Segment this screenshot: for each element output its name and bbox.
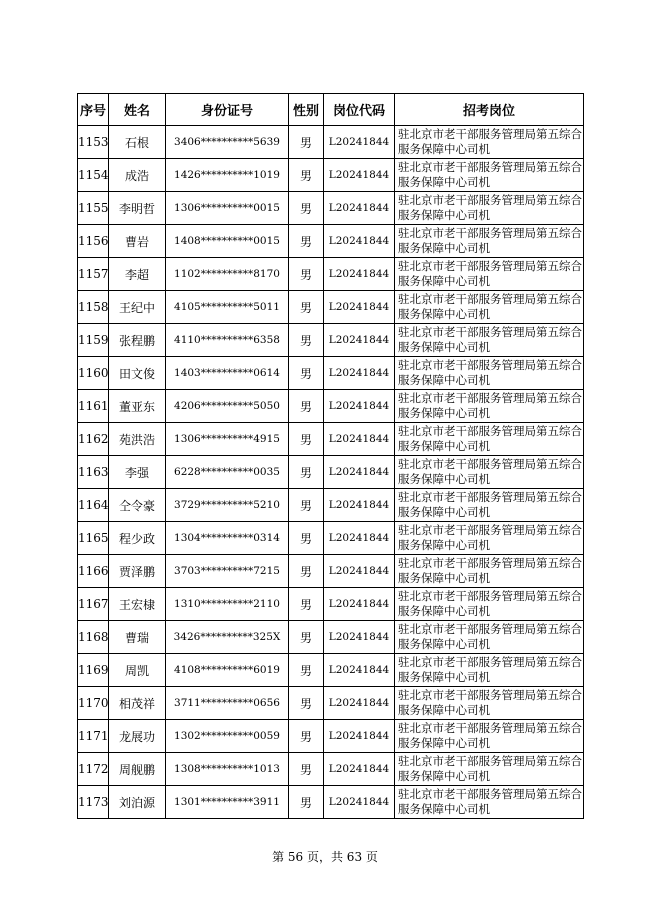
cell-gender: 男 <box>289 225 324 258</box>
cell-gender: 男 <box>289 489 324 522</box>
cell-post: 驻北京市老干部服务管理局第五综合服务保障中心司机 <box>395 456 584 489</box>
table-row <box>78 555 584 588</box>
table-row <box>78 258 584 291</box>
table-row <box>78 126 584 159</box>
table-row <box>78 588 584 621</box>
cell-post: 驻北京市老干部服务管理局第五综合服务保障中心司机 <box>395 324 584 357</box>
cell-gender: 男 <box>289 291 324 324</box>
cell-id-number: 1306**********4915 <box>166 423 289 456</box>
cell-id-number: 1302**********0059 <box>166 720 289 753</box>
cell-post: 驻北京市老干部服务管理局第五综合服务保障中心司机 <box>395 159 584 192</box>
cell-name: 董亚东 <box>109 390 166 423</box>
header-gender: 性别 <box>289 94 324 126</box>
cell-name: 苑洪浩 <box>109 423 166 456</box>
cell-no: 1160 <box>78 357 109 390</box>
cell-no: 1170 <box>78 687 109 720</box>
cell-no: 1168 <box>78 621 109 654</box>
cell-no: 1161 <box>78 390 109 423</box>
cell-no: 1165 <box>78 522 109 555</box>
cell-gender: 男 <box>289 324 324 357</box>
cell-post: 驻北京市老干部服务管理局第五综合服务保障中心司机 <box>395 654 584 687</box>
header-no: 序号 <box>78 94 109 126</box>
cell-post: 驻北京市老干部服务管理局第五综合服务保障中心司机 <box>395 291 584 324</box>
cell-post: 驻北京市老干部服务管理局第五综合服务保障中心司机 <box>395 753 584 786</box>
table-row <box>78 687 584 720</box>
cell-id-number: 1304**********0314 <box>166 522 289 555</box>
cell-no: 1158 <box>78 291 109 324</box>
cell-name: 曹瑞 <box>109 621 166 654</box>
cell-post-code: L20241844 <box>324 291 395 324</box>
cell-post: 驻北京市老干部服务管理局第五综合服务保障中心司机 <box>395 192 584 225</box>
cell-id-number: 4110**********6358 <box>166 324 289 357</box>
cell-id-number: 3406**********5639 <box>166 126 289 159</box>
table-row <box>78 291 584 324</box>
cell-id-number: 3703**********7215 <box>166 555 289 588</box>
cell-no: 1166 <box>78 555 109 588</box>
cell-gender: 男 <box>289 423 324 456</box>
cell-gender: 男 <box>289 258 324 291</box>
table-row <box>78 357 584 390</box>
cell-no: 1159 <box>78 324 109 357</box>
cell-post-code: L20241844 <box>324 390 395 423</box>
cell-post: 驻北京市老干部服务管理局第五综合服务保障中心司机 <box>395 357 584 390</box>
cell-no: 1173 <box>78 786 109 819</box>
page-footer: 第 56 页，共 63 页 <box>272 850 378 864</box>
cell-post: 驻北京市老干部服务管理局第五综合服务保障中心司机 <box>395 126 584 159</box>
cell-id-number: 6228**********0035 <box>166 456 289 489</box>
cell-post-code: L20241844 <box>324 753 395 786</box>
cell-post-code: L20241844 <box>324 654 395 687</box>
cell-post-code: L20241844 <box>324 258 395 291</box>
cell-post-code: L20241844 <box>324 192 395 225</box>
cell-id-number: 1308**********1013 <box>166 753 289 786</box>
table-row <box>78 621 584 654</box>
cell-post-code: L20241844 <box>324 159 395 192</box>
table-row <box>78 225 584 258</box>
cell-id-number: 1426**********1019 <box>166 159 289 192</box>
header-id-number: 身份证号 <box>166 94 289 126</box>
cell-gender: 男 <box>289 588 324 621</box>
cell-post-code: L20241844 <box>324 621 395 654</box>
cell-id-number: 3711**********0656 <box>166 687 289 720</box>
cell-gender: 男 <box>289 621 324 654</box>
cell-post-code: L20241844 <box>324 489 395 522</box>
cell-post-code: L20241844 <box>324 687 395 720</box>
cell-name: 王纪中 <box>109 291 166 324</box>
cell-post-code: L20241844 <box>324 588 395 621</box>
header-post: 招考岗位 <box>395 94 584 126</box>
table-row <box>78 456 584 489</box>
cell-post: 驻北京市老干部服务管理局第五综合服务保障中心司机 <box>395 621 584 654</box>
cell-post: 驻北京市老干部服务管理局第五综合服务保障中心司机 <box>395 390 584 423</box>
cell-gender: 男 <box>289 159 324 192</box>
cell-no: 1171 <box>78 720 109 753</box>
cell-post-code: L20241844 <box>324 522 395 555</box>
cell-no: 1167 <box>78 588 109 621</box>
cell-name: 曹岩 <box>109 225 166 258</box>
cell-gender: 男 <box>289 786 324 819</box>
cell-post-code: L20241844 <box>324 357 395 390</box>
table-row <box>78 324 584 357</box>
cell-no: 1172 <box>78 753 109 786</box>
cell-id-number: 1408**********0015 <box>166 225 289 258</box>
cell-post-code: L20241844 <box>324 126 395 159</box>
cell-post: 驻北京市老干部服务管理局第五综合服务保障中心司机 <box>395 786 584 819</box>
table-row <box>78 522 584 555</box>
cell-post: 驻北京市老干部服务管理局第五综合服务保障中心司机 <box>395 588 584 621</box>
table-row <box>78 753 584 786</box>
cell-name: 王宏棣 <box>109 588 166 621</box>
cell-post: 驻北京市老干部服务管理局第五综合服务保障中心司机 <box>395 555 584 588</box>
cell-gender: 男 <box>289 654 324 687</box>
cell-post-code: L20241844 <box>324 720 395 753</box>
cell-post-code: L20241844 <box>324 225 395 258</box>
cell-name: 田文俊 <box>109 357 166 390</box>
header-name: 姓名 <box>109 94 166 126</box>
header-post-code: 岗位代码 <box>324 94 395 126</box>
table-row <box>78 489 584 522</box>
cell-post: 驻北京市老干部服务管理局第五综合服务保障中心司机 <box>395 687 584 720</box>
cell-id-number: 4206**********5050 <box>166 390 289 423</box>
cell-post-code: L20241844 <box>324 324 395 357</box>
cell-post-code: L20241844 <box>324 555 395 588</box>
cell-post-code: L20241844 <box>324 786 395 819</box>
cell-name: 李明哲 <box>109 192 166 225</box>
cell-no: 1156 <box>78 225 109 258</box>
cell-gender: 男 <box>289 357 324 390</box>
cell-id-number: 1306**********0015 <box>166 192 289 225</box>
cell-id-number: 1102**********8170 <box>166 258 289 291</box>
cell-no: 1163 <box>78 456 109 489</box>
cell-gender: 男 <box>289 555 324 588</box>
cell-id-number: 1301**********3911 <box>166 786 289 819</box>
table-row <box>78 720 584 753</box>
cell-no: 1162 <box>78 423 109 456</box>
cell-name: 张程鹏 <box>109 324 166 357</box>
cell-post: 驻北京市老干部服务管理局第五综合服务保障中心司机 <box>395 225 584 258</box>
table-row <box>78 786 584 819</box>
cell-gender: 男 <box>289 753 324 786</box>
table-row <box>78 159 584 192</box>
cell-name: 程少政 <box>109 522 166 555</box>
cell-post: 驻北京市老干部服务管理局第五综合服务保障中心司机 <box>395 522 584 555</box>
cell-gender: 男 <box>289 192 324 225</box>
cell-gender: 男 <box>289 720 324 753</box>
cell-name: 刘泊源 <box>109 786 166 819</box>
table-row <box>78 192 584 225</box>
candidate-table <box>77 93 584 819</box>
cell-name: 石根 <box>109 126 166 159</box>
cell-name: 成浩 <box>109 159 166 192</box>
cell-id-number: 4108**********6019 <box>166 654 289 687</box>
cell-no: 1154 <box>78 159 109 192</box>
cell-name: 龙展功 <box>109 720 166 753</box>
table-row <box>78 390 584 423</box>
cell-id-number: 3729**********5210 <box>166 489 289 522</box>
cell-name: 贾泽鹏 <box>109 555 166 588</box>
cell-gender: 男 <box>289 687 324 720</box>
cell-gender: 男 <box>289 390 324 423</box>
cell-name: 仝令豪 <box>109 489 166 522</box>
cell-no: 1153 <box>78 126 109 159</box>
cell-id-number: 4105**********5011 <box>166 291 289 324</box>
cell-gender: 男 <box>289 126 324 159</box>
cell-post-code: L20241844 <box>324 456 395 489</box>
cell-id-number: 1403**********0614 <box>166 357 289 390</box>
cell-post-code: L20241844 <box>324 423 395 456</box>
table-row <box>78 423 584 456</box>
cell-name: 李超 <box>109 258 166 291</box>
cell-post: 驻北京市老干部服务管理局第五综合服务保障中心司机 <box>395 489 584 522</box>
cell-post: 驻北京市老干部服务管理局第五综合服务保障中心司机 <box>395 423 584 456</box>
cell-no: 1155 <box>78 192 109 225</box>
table-header-row <box>78 94 584 126</box>
cell-no: 1157 <box>78 258 109 291</box>
cell-name: 周舰鹏 <box>109 753 166 786</box>
cell-id-number: 3426**********325X <box>166 621 289 654</box>
cell-gender: 男 <box>289 456 324 489</box>
cell-post: 驻北京市老干部服务管理局第五综合服务保障中心司机 <box>395 258 584 291</box>
cell-name: 相茂祥 <box>109 687 166 720</box>
cell-name: 李强 <box>109 456 166 489</box>
cell-name: 周凯 <box>109 654 166 687</box>
table-row <box>78 654 584 687</box>
cell-id-number: 1310**********2110 <box>166 588 289 621</box>
cell-post: 驻北京市老干部服务管理局第五综合服务保障中心司机 <box>395 720 584 753</box>
cell-gender: 男 <box>289 522 324 555</box>
cell-no: 1164 <box>78 489 109 522</box>
cell-no: 1169 <box>78 654 109 687</box>
